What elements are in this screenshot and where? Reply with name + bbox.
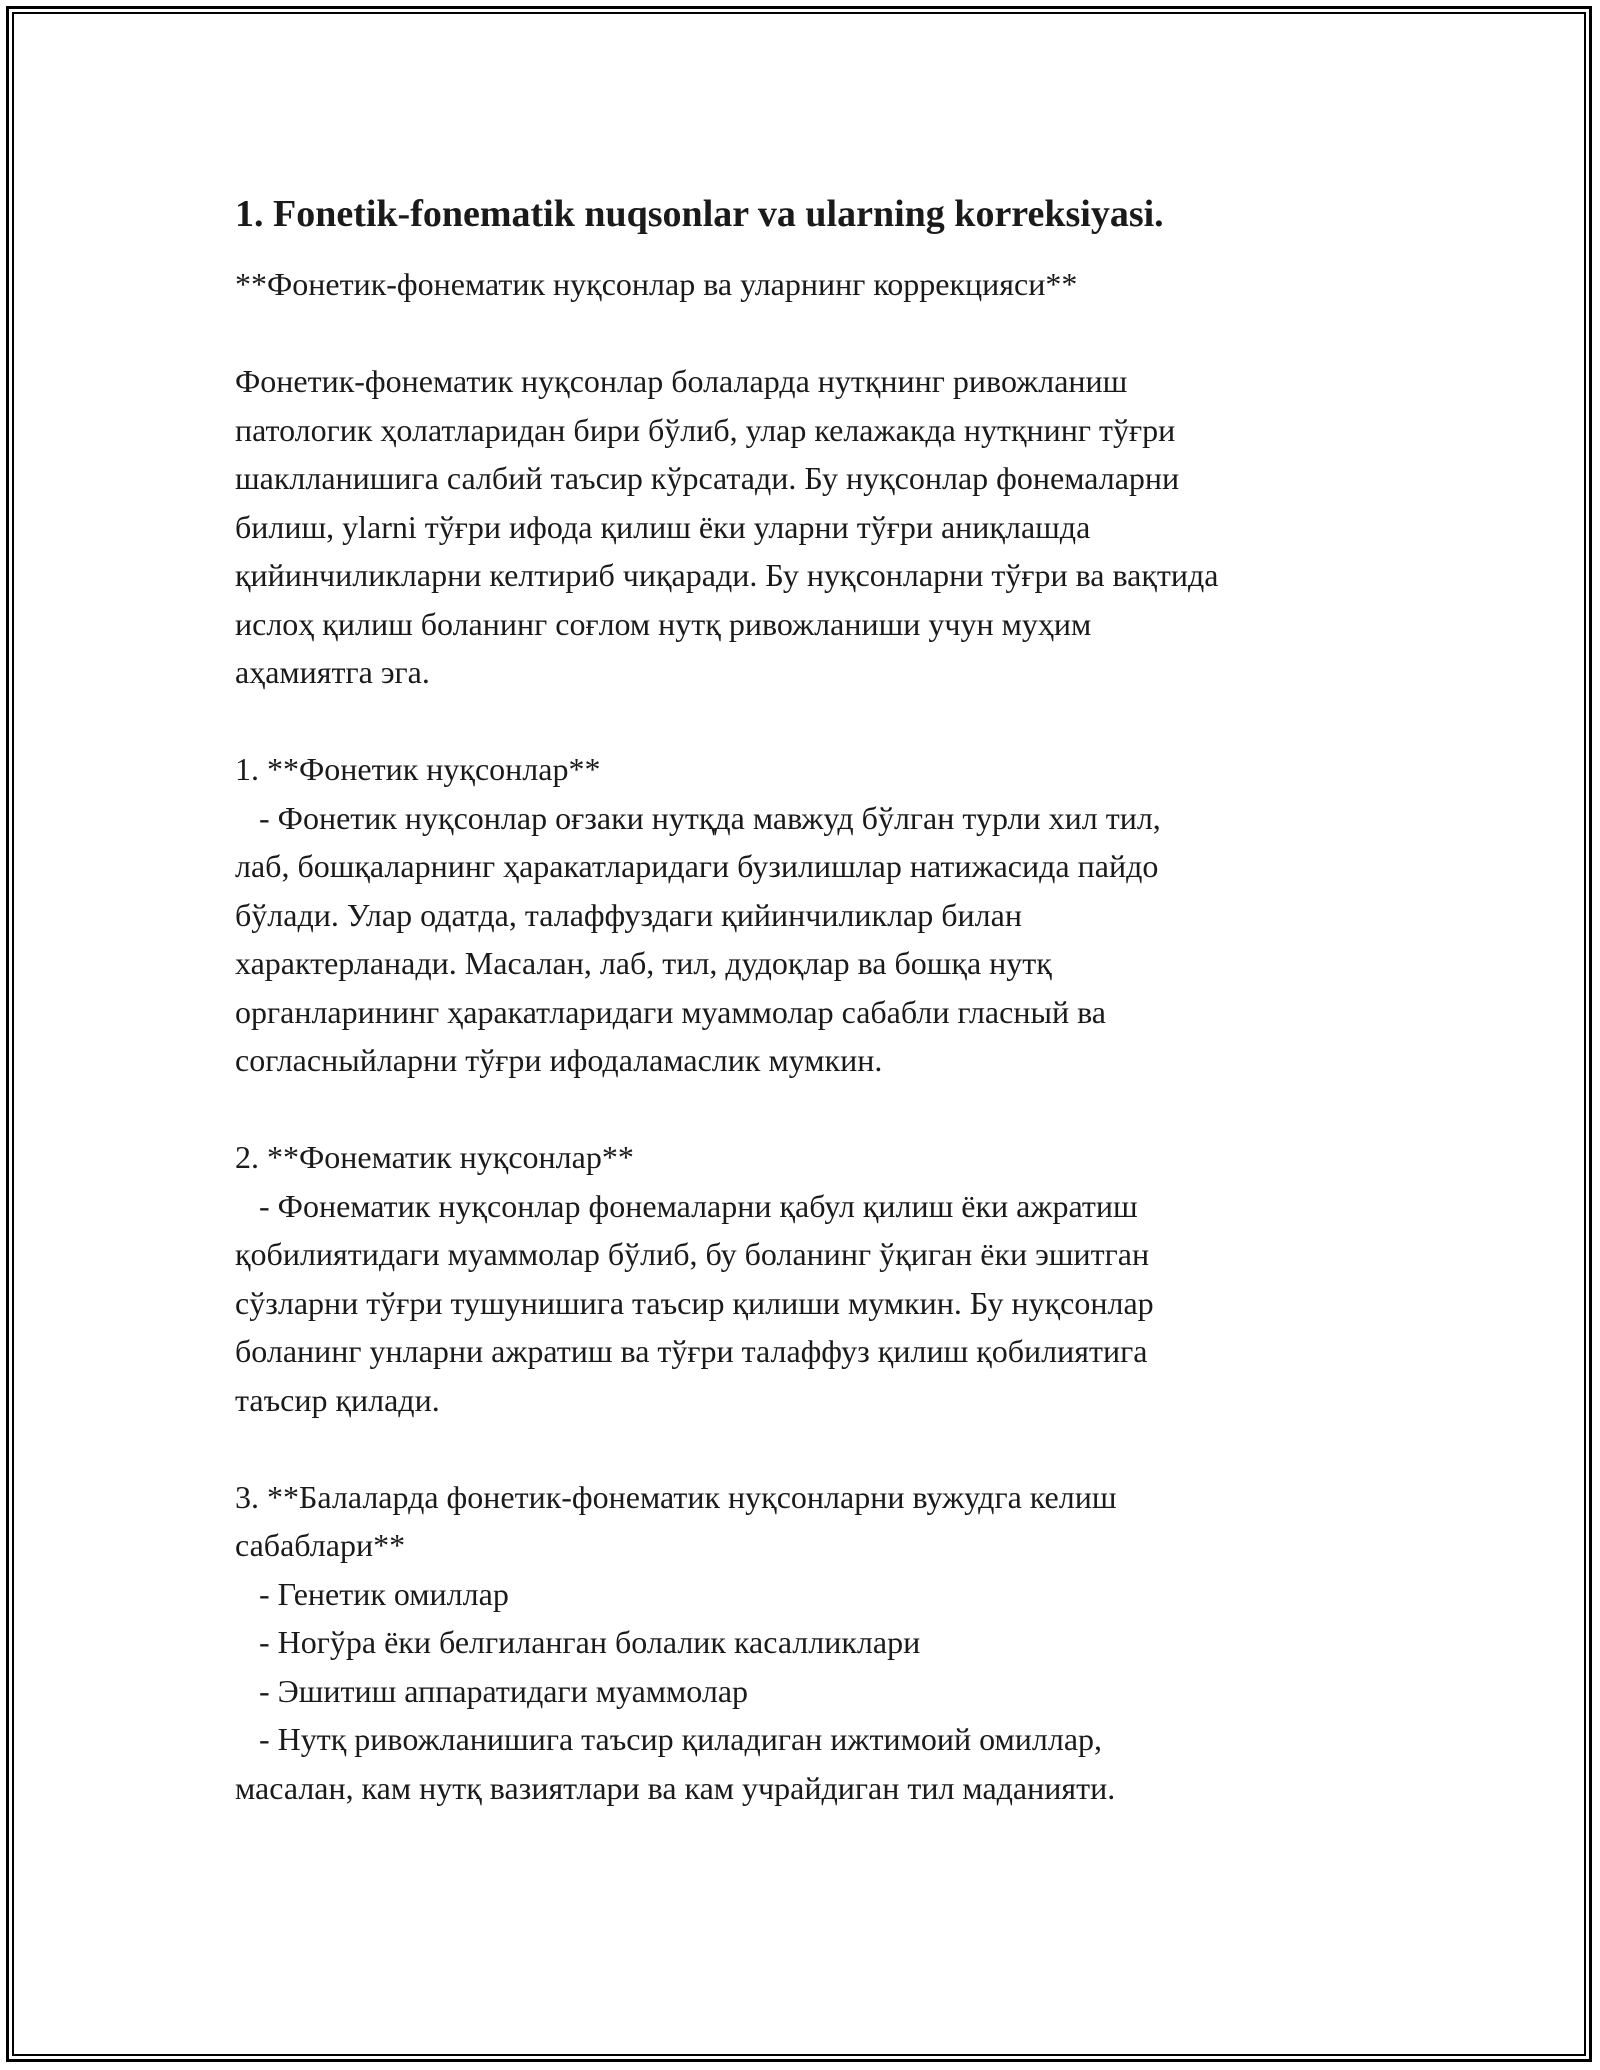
document-title: 1. Fonetik-fonematik nuqsonlar va ularning korreksiyasi. bbox=[235, 193, 1164, 235]
document-body: **Фонетик-фонематик нуқсонлар ва уларнинг коррекцияси** Фонетик-фонематик нуқсонлар болаларда нутқнинг ривожланиш патологик ҳолатларидан бири бўлиб, улар келажакда нутқнинг тўғри шаклланишига салбий таъсир кўрсатади. Бу нуқсонлар фонемаларни билиш, ylarni тўғри ифода қилиш ёки уларни тўғри аниқлашда қийинчиликларни келтириб чиқаради. Бу нуқсонларни тўғри ва вақтида ислоҳ қилиш боланинг соғлом нутқ ривожланиши учун муҳим аҳамиятга эга. 1. **Фонетик нуқсонлар** - Фонетик нуқсонлар оғзаки нутқда мавжуд бўлган турли хил тил, лаб, бошқаларнинг ҳаракатларидаги бузилишлар натижасида пайдо бўлади. Улар одатда, талаффуздаги қийинчиликлар билан характерланади. Масалан, лаб, тил, дудоқлар ва бошқа нутқ органларининг ҳаракатларидаги муаммолар сабабли гласный ва согласныйларни тўғри ифодаламаслик мумкин. 2. **Фонематик нуқсонлар** - Фонематик нуқсонлар фонемаларни қабул қилиш ёки ажратиш қобилиятидаги муаммолар бўлиб, бу боланинг ўқиган ёки эшитган сўзларни тўғри тушунишига таъсир қилиши мумкин. Бу нуқсонлар боланинг унларни ажратиш ва тўғри талаффуз қилиш қобилиятига таъсир қилади. 3. **Балаларда фонетик-фонематик нуқсонларни вужудга келиш сабаблари** - Генетик омиллар - Ногўра ёки белгиланган болалик касалликлари - Эшитиш аппаратидаги муаммолар - Нутқ ривожланишига таъсир қиладиган ижтимоий омиллар, масалан, кам нутқ вазиятлари ва кам учрайдиган тил маданияти. bbox=[235, 266, 1219, 1806]
document-page bbox=[235, 190, 1395, 1812]
